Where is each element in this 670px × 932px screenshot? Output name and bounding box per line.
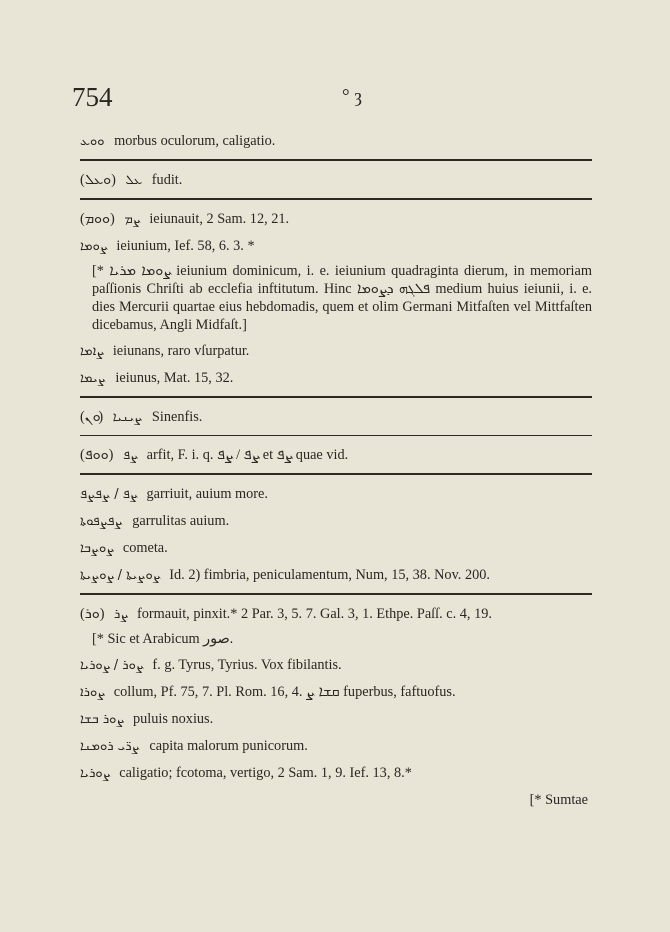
entry-7 [80, 408, 592, 427]
root-label: (ܘܪ) [80, 606, 105, 622]
syriac-headword: ܨܡ [124, 212, 140, 227]
entry-text: ieiunus, Mat. 15, 32. [115, 370, 234, 386]
entry-0 [80, 132, 592, 151]
syriac-headword: ܨܝܡܐ [80, 371, 106, 386]
section-rule [80, 435, 592, 436]
entry-14-note: [* Sic et Arabicum صور. [92, 631, 234, 647]
root-label: (ܘܢ) [80, 409, 104, 425]
syriac-headword: ܨܘܡܐ [80, 239, 107, 254]
entry-9 [80, 485, 592, 504]
section-rule [80, 159, 592, 161]
syriac-headword: ܨܘܪܐ [80, 685, 105, 700]
root-label: (ܘܘܦ) [80, 447, 114, 463]
entry-text: ieiunium, Ief. 58, 6. 3. * [116, 238, 255, 254]
entry-text: formauit, pinxit.* 2 Par. 3, 5. 7. Gal. 3, 1. Ethpe. Paſſ. c. 4, 19. [136, 606, 492, 622]
running-head-glyph: ° ȝ [342, 86, 362, 107]
syriac-headword: ܨܘܪ ܒܫܐ [80, 712, 124, 727]
section-rule [80, 198, 592, 200]
entry-19 [80, 764, 592, 783]
entry-text: garriuit, auium more. [146, 486, 268, 502]
catchword: [* Sumtae [529, 792, 588, 808]
syriac-headword: ܘܘܥ [80, 134, 105, 149]
entry-10 [80, 512, 592, 531]
entry-text: fudit. [151, 172, 183, 188]
syriac-headword: ܨܦ [122, 448, 138, 463]
entry-text: f. g. Tyrus, Tyrius. Vox fibilantis. [152, 657, 342, 673]
entry-text: collum, Pf. 75, 7. Pl. Rom. 16, 4. ܩܫܐ ܨ fuperbus, faftuofus. [113, 684, 456, 700]
entry-16 [80, 683, 592, 702]
syriac-headword: ܨܪ̈ܝ ܪܘܡܢܐ [80, 739, 140, 754]
root-label: (ܘܥܠ) [80, 172, 116, 188]
entry-3 [80, 237, 592, 256]
entry-text: Id. 2) fimbria, peniculamentum, Num, 15, 38. Nov. 200. [169, 567, 490, 583]
syriac-headword: ܨܘܨܒܐ [80, 541, 114, 556]
entry-text: garrulitas auium. [132, 513, 230, 529]
entry-2 [80, 210, 592, 229]
entry-text: cometa. [122, 540, 168, 556]
dictionary-entries [80, 132, 592, 817]
entry-text: ieiunans, raro vſurpatur. [112, 343, 250, 359]
section-rule [80, 593, 592, 595]
entry-text: caligatio; fcotoma, vertigo, 2 Sam. 1, 9. Ief. 13, 8.* [119, 765, 412, 781]
syriac-headword: ܨܪ [114, 607, 128, 622]
syriac-headword: ܨܘܪ / ܨܘܪܝܐ [80, 658, 143, 673]
syriac-headword: ܨܝܢܝܐ [112, 410, 143, 425]
entry-12 [80, 566, 592, 585]
syriac-headword: ܨܘܨܝܬܐ / ܨܘܨܝܬܐ [80, 568, 160, 583]
entry-text: capita malorum punicorum. [149, 738, 308, 754]
entry-18 [80, 737, 592, 756]
syriac-headword: ܥܠ [125, 173, 143, 188]
entry-text: arfit, F. i. q. ܨܦ / ܨܦ et ܨܦ quae vid. [146, 447, 349, 463]
entry-6 [80, 369, 592, 388]
entry-4-note: [* ܨܘܡܐ ܡܪܝܐ ieiunium dominicum, i. e. ieiunium quadraginta dierum, in memoriam paſſionis Chriſti ab ecclefia inftitutum. Hinc ܦܠܓܗ ܕܨܘܡܐ medium huius ieiunii, i. e. dies Mercurii quartae eius hebdomadis, quem et olim Germani Mitfaſten vel Mittfaſten dicebamus, Angli Midfaſt.] [92, 263, 593, 333]
section-rule [80, 473, 592, 475]
syriac-headword: ܨܦ / ܨܦܨܦ [80, 487, 137, 502]
syriac-headword: ܨܘܪܝܐ [80, 766, 110, 781]
syriac-headword: ܨܐܡܐ [80, 344, 104, 359]
page-number: 754 [72, 82, 113, 112]
entry-8 [80, 446, 592, 465]
entry-text: morbus oculorum, caligatio. [114, 133, 276, 149]
entry-text: ieiunauit, 2 Sam. 12, 21. [149, 211, 290, 227]
entry-5 [80, 342, 592, 361]
entry-15 [80, 656, 592, 675]
entry-17 [80, 710, 592, 729]
root-label: (ܘܘܡ) [80, 211, 115, 227]
entry-13 [80, 605, 592, 624]
section-rule [80, 396, 592, 398]
page-header [72, 82, 592, 118]
entry-11 [80, 539, 592, 558]
entry-text: Sinenfis. [151, 409, 203, 425]
entry-1 [80, 171, 592, 190]
entry-text: puluis noxius. [132, 711, 214, 727]
syriac-headword: ܨܦܨܦܘܬܐ [80, 514, 123, 529]
